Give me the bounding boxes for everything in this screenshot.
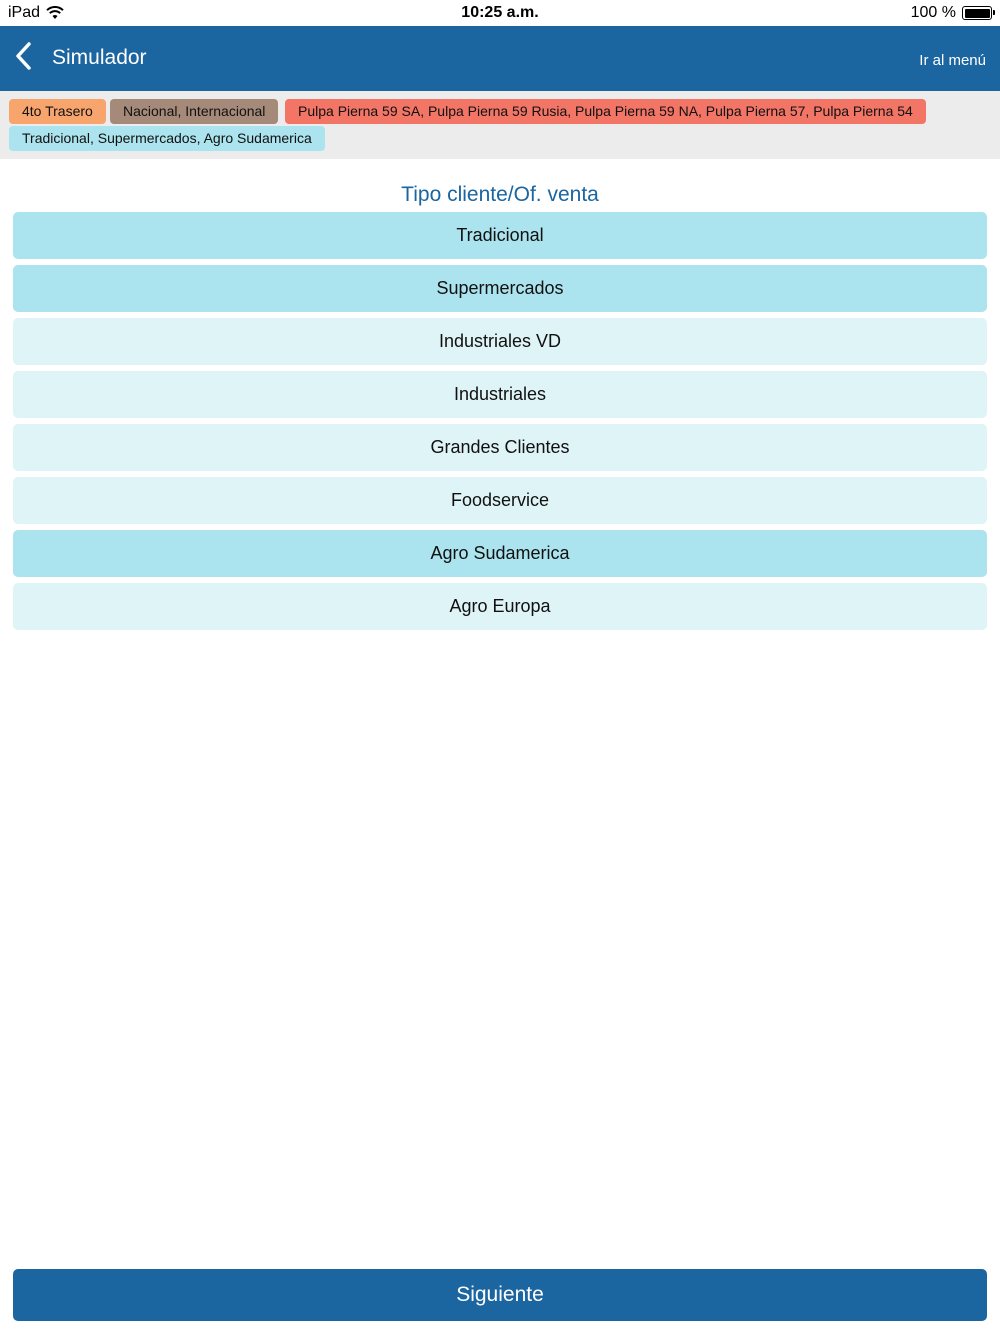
selected-filters-bar — [0, 91, 1000, 159]
battery-icon — [962, 6, 992, 20]
status-right — [911, 4, 992, 22]
option-foodservice[interactable]: Foodservice — [13, 477, 987, 524]
filter-chip-client-type[interactable]: Tradicional, Supermercados, Agro Sudamerica — [9, 126, 325, 151]
option-industriales-vd[interactable]: Industriales VD — [13, 318, 987, 365]
chevron-left-icon — [14, 41, 32, 76]
page-title: Simulador — [52, 46, 147, 69]
option-industriales[interactable]: Industriales — [13, 371, 987, 418]
next-button[interactable]: Siguiente — [13, 1269, 987, 1321]
status-bar — [0, 0, 1000, 26]
device-label: iPad — [8, 4, 41, 21]
option-tradicional[interactable]: Tradicional — [13, 212, 987, 259]
go-to-menu-link[interactable]: Ir al menú — [919, 52, 986, 69]
navigation-bar — [0, 26, 1000, 91]
option-grandes-clientes[interactable]: Grandes Clientes — [13, 424, 987, 471]
filter-chip-products[interactable]: Pulpa Pierna 59 SA, Pulpa Pierna 59 Rusia, Pulpa Pierna 59 NA, Pulpa Pierna 57, Pulpa Pierna 54 — [285, 99, 926, 124]
option-agro-europa[interactable]: Agro Europa — [13, 583, 987, 630]
battery-percent: 100 % — [910, 4, 956, 21]
clock: 10:25 a.m. — [461, 4, 539, 21]
filter-chip-cut[interactable]: 4to Trasero — [9, 99, 106, 124]
back-button[interactable] — [8, 40, 38, 76]
filter-chip-market[interactable]: Nacional, Internacional — [110, 99, 278, 124]
option-agro-sudamerica[interactable]: Agro Sudamerica — [13, 530, 987, 577]
section-title: Tipo cliente/Of. venta — [401, 183, 599, 206]
option-supermercados[interactable]: Supermercados — [13, 265, 987, 312]
